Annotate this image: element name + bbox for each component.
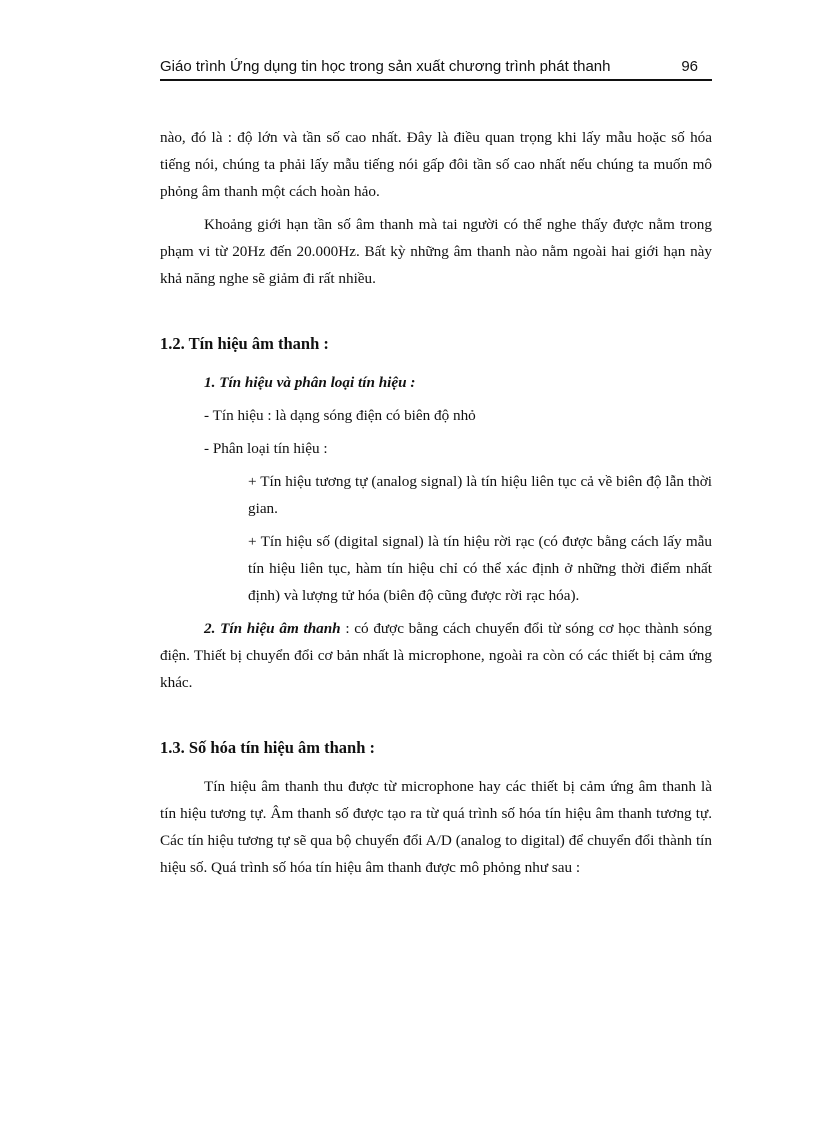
paragraph-2: Khoảng giới hạn tần số âm thanh mà tai người có thể nghe thấy được nằm trong phạm vi từ 20Hz đến 20.000Hz. Bất kỳ những âm thanh nào nằm ngoài hai giới hạn này khả năng nghe sẽ giảm đi rất nhiều. — [160, 216, 712, 287]
paragraph-3: Tín hiệu âm thanh thu được từ microphone hay các thiết bị cảm ứng âm thanh là tín hiệu tương tự. Âm thanh số được tạo ra từ quá trình số hóa tín hiệu âm thanh tương tự. Các tín hiệu tương tự sẽ qua bộ chuyển đổi A/D (analog to digital) để chuyển đổi thành tín hiệu số. Quá trình số hóa tín hiệu âm thanh được mô phỏng như sau : — [160, 778, 712, 876]
header-title: Giáo trình Ứng dụng tin học trong sản xuất chương trình phát thanh — [160, 58, 611, 75]
page-body — [160, 124, 712, 887]
header-rule — [160, 79, 712, 81]
page-number: 96 — [681, 58, 698, 75]
section-heading-1-2: 1.2. Tín hiệu âm thanh : — [160, 334, 329, 353]
subheading-2: 2. Tín hiệu âm thanh — [204, 620, 341, 637]
subheading-1: 1. Tín hiệu và phân loại tín hiệu : — [204, 374, 416, 391]
bullet-signal-classification: - Phân loại tín hiệu : — [204, 440, 328, 457]
bullet-analog-signal: + Tín hiệu tương tự (analog signal) là tín hiệu liên tục cả về biên độ lẫn thời gian. — [248, 473, 712, 517]
section-heading-1-3: 1.3. Số hóa tín hiệu âm thanh : — [160, 738, 376, 757]
audio-signal-text: : có được bằng cách chuyển đổi từ sóng cơ học thành sóng điện. Thiết bị chuyển đổi cơ bản nhất là microphone, ngoài ra còn có các thiết bị cảm ứng khác. — [160, 620, 712, 691]
paragraph-audio-signal — [160, 615, 712, 696]
page-header — [160, 58, 710, 75]
paragraph-1: nào, đó là : độ lớn và tần số cao nhất. Đây là điều quan trọng khi lấy mẫu hoặc số hóa tiếng nói, chúng ta phải lấy mẫu tiếng nói gấp đôi tần số cao nhất nếu chúng ta muốn mô phỏng âm thanh một cách hoàn hảo. — [160, 129, 712, 200]
bullet-digital-signal: + Tín hiệu số (digital signal) là tín hiệu rời rạc (có được bằng cách lấy mẫu tín hiệu liên tục, hàm tín hiệu chỉ có thể xác định ở những thời điểm nhất định) và lượng tử hóa (biên độ cũng được rời rạc hóa). — [248, 533, 712, 604]
bullet-signal-definition: - Tín hiệu : là dạng sóng điện có biên độ nhỏ — [204, 407, 476, 424]
